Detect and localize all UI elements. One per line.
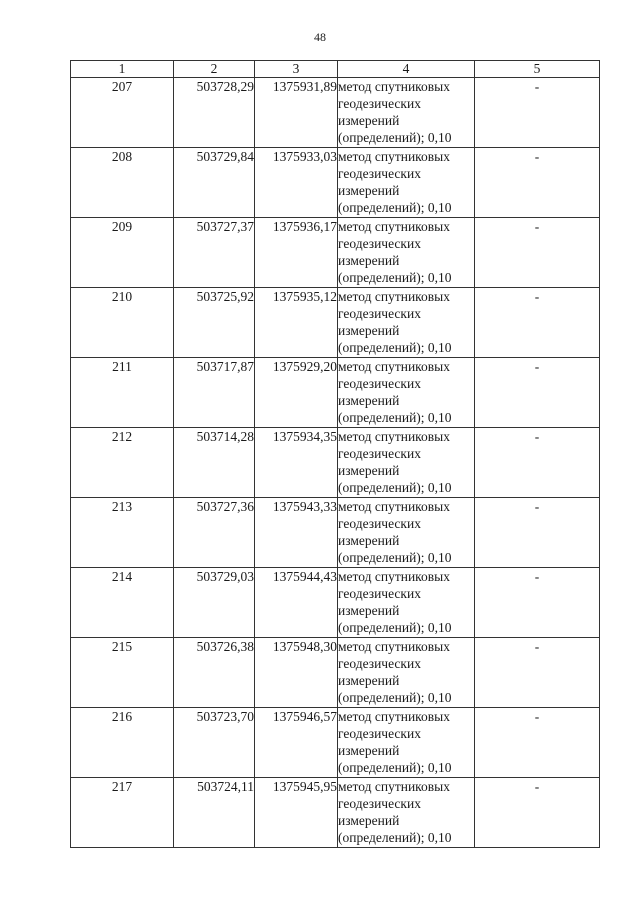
method-line: метод спутниковых — [338, 219, 450, 234]
table-row — [71, 708, 600, 778]
method-line: геодезических — [338, 306, 421, 321]
method-line: геодезических — [338, 166, 421, 181]
method-line: геодезических — [338, 516, 421, 531]
page-number: 48 — [314, 30, 326, 44]
method-line: метод спутниковых — [338, 149, 450, 164]
method-line: метод спутниковых — [338, 429, 450, 444]
y-coordinate-cell: 1375943,33 — [255, 498, 338, 568]
x-coordinate-cell: 503714,28 — [174, 428, 255, 498]
method-cell — [338, 778, 475, 848]
x-coordinate-cell: 503723,70 — [174, 708, 255, 778]
method-cell — [338, 218, 475, 288]
method-line: измерений — [338, 113, 400, 128]
x-coordinate-cell: 503729,84 — [174, 148, 255, 218]
method-line: (определений); 0,10 — [338, 690, 452, 705]
coordinates-table — [70, 60, 600, 848]
method-cell — [338, 568, 475, 638]
note-cell: - — [475, 708, 600, 778]
note-cell: - — [475, 638, 600, 708]
method-line: измерений — [338, 393, 400, 408]
header-col-3: 3 — [255, 61, 338, 78]
method-line: геодезических — [338, 796, 421, 811]
table-row — [71, 218, 600, 288]
method-line: измерений — [338, 743, 400, 758]
method-line: (определений); 0,10 — [338, 760, 452, 775]
method-line: геодезических — [338, 586, 421, 601]
method-line: измерений — [338, 533, 400, 548]
method-line: (определений); 0,10 — [338, 410, 452, 425]
point-number-cell: 211 — [71, 358, 174, 428]
method-cell — [338, 288, 475, 358]
point-number-cell: 217 — [71, 778, 174, 848]
y-coordinate-cell: 1375948,30 — [255, 638, 338, 708]
method-line: метод спутниковых — [338, 499, 450, 514]
method-line: (определений); 0,10 — [338, 620, 452, 635]
header-col-4: 4 — [338, 61, 475, 78]
y-coordinate-cell: 1375933,03 — [255, 148, 338, 218]
method-line: измерений — [338, 323, 400, 338]
method-line: (определений); 0,10 — [338, 550, 452, 565]
note-cell: - — [475, 78, 600, 148]
method-line: измерений — [338, 603, 400, 618]
table-row — [71, 568, 600, 638]
table-row — [71, 638, 600, 708]
point-number-cell: 215 — [71, 638, 174, 708]
point-number-cell: 207 — [71, 78, 174, 148]
y-coordinate-cell: 1375929,20 — [255, 358, 338, 428]
method-line: метод спутниковых — [338, 709, 450, 724]
x-coordinate-cell: 503717,87 — [174, 358, 255, 428]
x-coordinate-cell: 503727,36 — [174, 498, 255, 568]
method-line: метод спутниковых — [338, 639, 450, 654]
x-coordinate-cell: 503725,92 — [174, 288, 255, 358]
table-row — [71, 498, 600, 568]
method-cell — [338, 708, 475, 778]
method-line: (определений); 0,10 — [338, 480, 452, 495]
note-cell: - — [475, 428, 600, 498]
method-cell — [338, 428, 475, 498]
point-number-cell: 210 — [71, 288, 174, 358]
method-line: (определений); 0,10 — [338, 340, 452, 355]
method-line: метод спутниковых — [338, 779, 450, 794]
note-cell: - — [475, 568, 600, 638]
point-number-cell: 208 — [71, 148, 174, 218]
method-line: геодезических — [338, 446, 421, 461]
method-line: геодезических — [338, 236, 421, 251]
x-coordinate-cell: 503728,29 — [174, 78, 255, 148]
method-line: (определений); 0,10 — [338, 830, 452, 845]
y-coordinate-cell: 1375936,17 — [255, 218, 338, 288]
y-coordinate-cell: 1375944,43 — [255, 568, 338, 638]
method-line: измерений — [338, 673, 400, 688]
method-line: геодезических — [338, 656, 421, 671]
method-line: измерений — [338, 813, 400, 828]
note-cell: - — [475, 498, 600, 568]
method-line: метод спутниковых — [338, 359, 450, 374]
method-cell — [338, 78, 475, 148]
method-line: измерений — [338, 183, 400, 198]
header-col-2: 2 — [174, 61, 255, 78]
method-line: геодезических — [338, 96, 421, 111]
method-line: измерений — [338, 253, 400, 268]
point-number-cell: 214 — [71, 568, 174, 638]
x-coordinate-cell: 503726,38 — [174, 638, 255, 708]
y-coordinate-cell: 1375935,12 — [255, 288, 338, 358]
method-line: (определений); 0,10 — [338, 200, 452, 215]
x-coordinate-cell: 503727,37 — [174, 218, 255, 288]
note-cell: - — [475, 148, 600, 218]
y-coordinate-cell: 1375946,57 — [255, 708, 338, 778]
point-number-cell: 209 — [71, 218, 174, 288]
note-cell: - — [475, 358, 600, 428]
table-body — [71, 78, 600, 848]
note-cell: - — [475, 778, 600, 848]
y-coordinate-cell: 1375945,95 — [255, 778, 338, 848]
x-coordinate-cell: 503724,11 — [174, 778, 255, 848]
y-coordinate-cell: 1375931,89 — [255, 78, 338, 148]
y-coordinate-cell: 1375934,35 — [255, 428, 338, 498]
table-row — [71, 288, 600, 358]
table-row — [71, 778, 600, 848]
method-cell — [338, 148, 475, 218]
header-row — [71, 61, 600, 78]
method-cell — [338, 358, 475, 428]
x-coordinate-cell: 503729,03 — [174, 568, 255, 638]
header-col-5: 5 — [475, 61, 600, 78]
point-number-cell: 216 — [71, 708, 174, 778]
method-line: геодезических — [338, 726, 421, 741]
table-row — [71, 428, 600, 498]
table-row — [71, 78, 600, 148]
note-cell: - — [475, 288, 600, 358]
method-line: геодезических — [338, 376, 421, 391]
table-row — [71, 358, 600, 428]
method-line: измерений — [338, 463, 400, 478]
table-row — [71, 148, 600, 218]
header-col-1: 1 — [71, 61, 174, 78]
method-cell — [338, 498, 475, 568]
note-cell: - — [475, 218, 600, 288]
method-line: (определений); 0,10 — [338, 130, 452, 145]
method-line: метод спутниковых — [338, 569, 450, 584]
method-line: (определений); 0,10 — [338, 270, 452, 285]
point-number-cell: 212 — [71, 428, 174, 498]
point-number-cell: 213 — [71, 498, 174, 568]
method-line: метод спутниковых — [338, 289, 450, 304]
method-line: метод спутниковых — [338, 79, 450, 94]
method-cell — [338, 638, 475, 708]
